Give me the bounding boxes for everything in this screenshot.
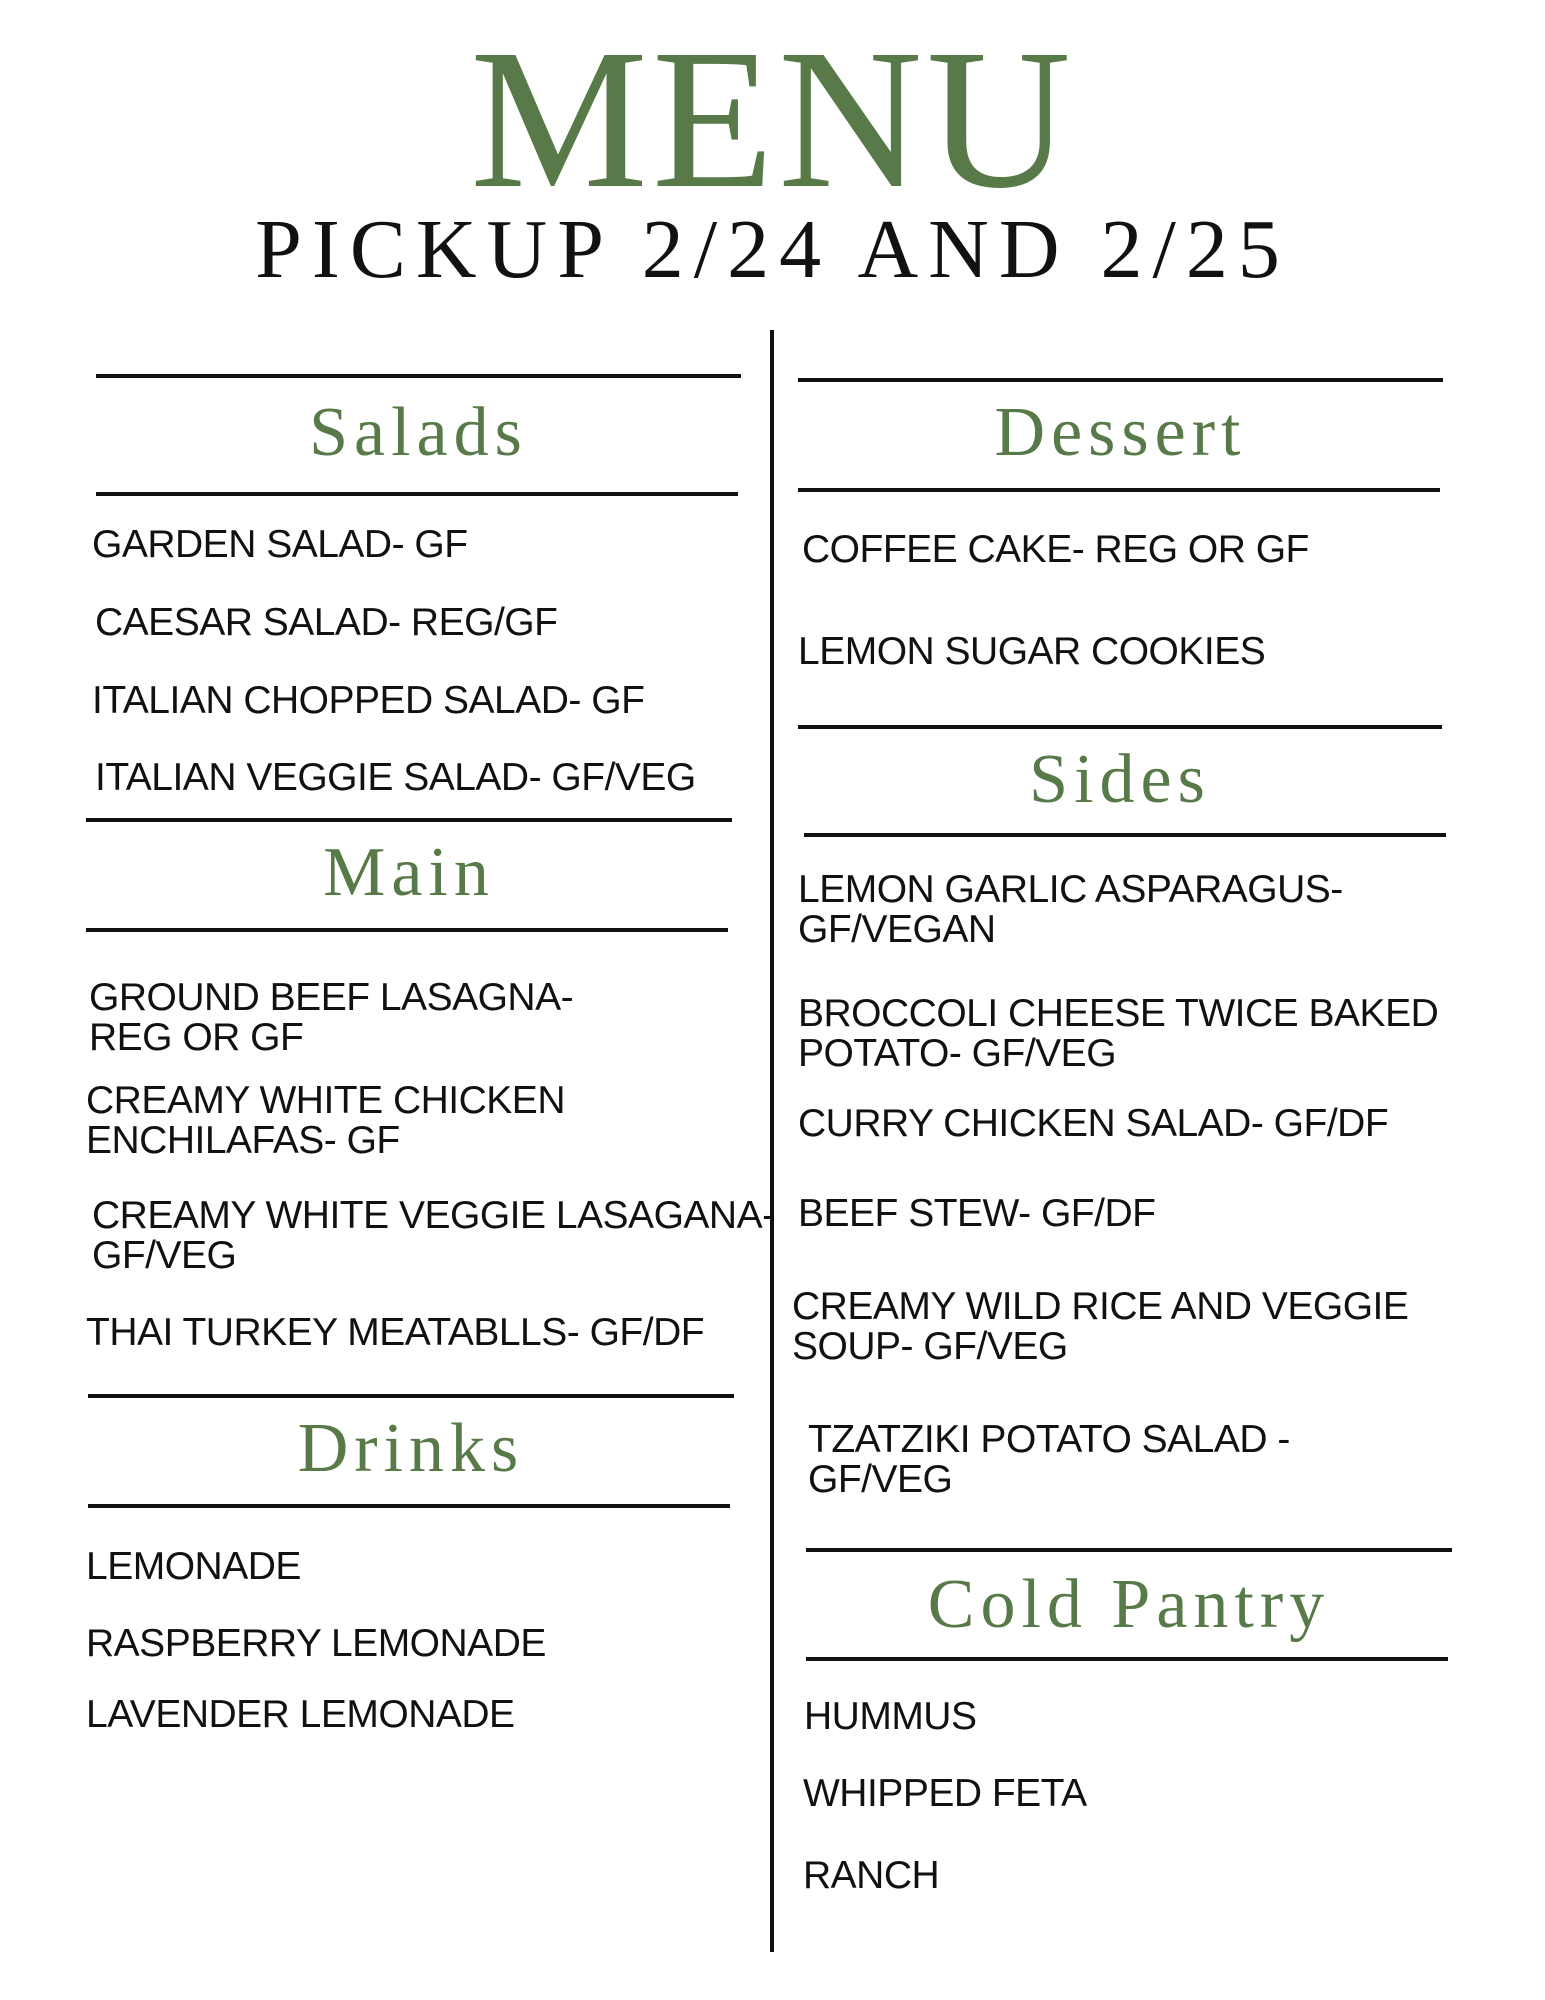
sides-item-line: BEEF STEW- GF/DF	[798, 1192, 1156, 1235]
main-item-line: GF/VEG	[92, 1234, 237, 1277]
sides-item-line: LEMON GARLIC ASPARAGUS-	[798, 868, 1343, 911]
cold-pantry-heading: Cold Pantry	[927, 1566, 1331, 1643]
main-top-rule	[86, 818, 732, 822]
sides-item	[798, 1194, 1155, 1234]
sides-item-line: GF/VEG	[808, 1458, 953, 1501]
sides-item	[798, 1104, 1388, 1144]
main-item-line: GROUND BEEF LASAGNA-	[89, 976, 574, 1019]
dessert-item: COFFEE CAKE- REG OR GF	[802, 528, 1309, 571]
drinks-bottom-rule	[88, 1504, 730, 1508]
sides-item	[798, 870, 1343, 950]
cold-pantry-item: RANCH	[803, 1854, 940, 1897]
cold-pantry-top-rule	[806, 1548, 1452, 1552]
main-item-line: CREAMY WHITE VEGGIE LASAGANA-	[92, 1194, 775, 1237]
drinks-item: RASPBERRY LEMONADE	[86, 1622, 546, 1665]
sides-item-line: CURRY CHICKEN SALAD- GF/DF	[798, 1102, 1389, 1145]
salads-heading: Salads	[309, 394, 528, 471]
salads-item: GARDEN SALAD- GF	[92, 523, 468, 566]
main-item	[89, 978, 573, 1058]
main-item	[86, 1313, 704, 1353]
cold-pantry-item: HUMMUS	[804, 1695, 977, 1738]
sides-item	[792, 1287, 1408, 1367]
drinks-item: LEMONADE	[86, 1545, 301, 1588]
sides-item-line: BROCCOLI CHEESE TWICE BAKED	[798, 992, 1439, 1035]
drinks-item: LAVENDER LEMONADE	[86, 1693, 515, 1736]
sides-item-line: TZATZIKI POTATO SALAD -	[808, 1418, 1290, 1461]
main-heading: Main	[323, 834, 495, 911]
sides-item-line: SOUP- GF/VEG	[792, 1325, 1068, 1368]
drinks-top-rule	[88, 1394, 734, 1398]
sides-heading: Sides	[1029, 741, 1211, 818]
dessert-heading: Dessert	[994, 394, 1247, 471]
sides-item	[798, 994, 1438, 1074]
sides-item-line: POTATO- GF/VEG	[798, 1032, 1117, 1075]
main-item-line: ENCHILAFAS- GF	[86, 1119, 400, 1162]
main-item-line: CREAMY WHITE CHICKEN	[86, 1079, 565, 1122]
menu-title: MENU	[470, 9, 1075, 230]
sides-item-line: GF/VEGAN	[798, 908, 996, 951]
dessert-top-rule	[798, 378, 1443, 382]
pickup-dates-subtitle: PICKUP 2/24 AND 2/25	[255, 203, 1290, 296]
salads-top-rule	[96, 374, 741, 378]
sides-top-rule	[798, 725, 1442, 729]
main-item	[86, 1081, 565, 1161]
salads-bottom-rule	[96, 492, 738, 496]
cold-pantry-item: WHIPPED FETA	[803, 1772, 1087, 1815]
sides-item	[808, 1420, 1290, 1500]
salads-item: ITALIAN VEGGIE SALAD- GF/VEG	[95, 756, 696, 799]
salads-item: CAESAR SALAD- REG/GF	[95, 601, 558, 644]
salads-item: ITALIAN CHOPPED SALAD- GF	[92, 679, 645, 722]
drinks-heading: Drinks	[297, 1410, 525, 1487]
main-item	[92, 1196, 775, 1276]
dessert-item: LEMON SUGAR COOKIES	[798, 630, 1266, 673]
main-bottom-rule	[86, 928, 728, 932]
sides-item-line: CREAMY WILD RICE AND VEGGIE	[792, 1285, 1409, 1328]
column-divider	[770, 330, 774, 1952]
sides-bottom-rule	[804, 833, 1446, 837]
main-item-line: REG OR GF	[89, 1016, 304, 1059]
cold-pantry-bottom-rule	[806, 1657, 1448, 1661]
dessert-bottom-rule	[798, 488, 1440, 492]
main-item-line: THAI TURKEY MEATABLLS- GF/DF	[86, 1311, 705, 1354]
